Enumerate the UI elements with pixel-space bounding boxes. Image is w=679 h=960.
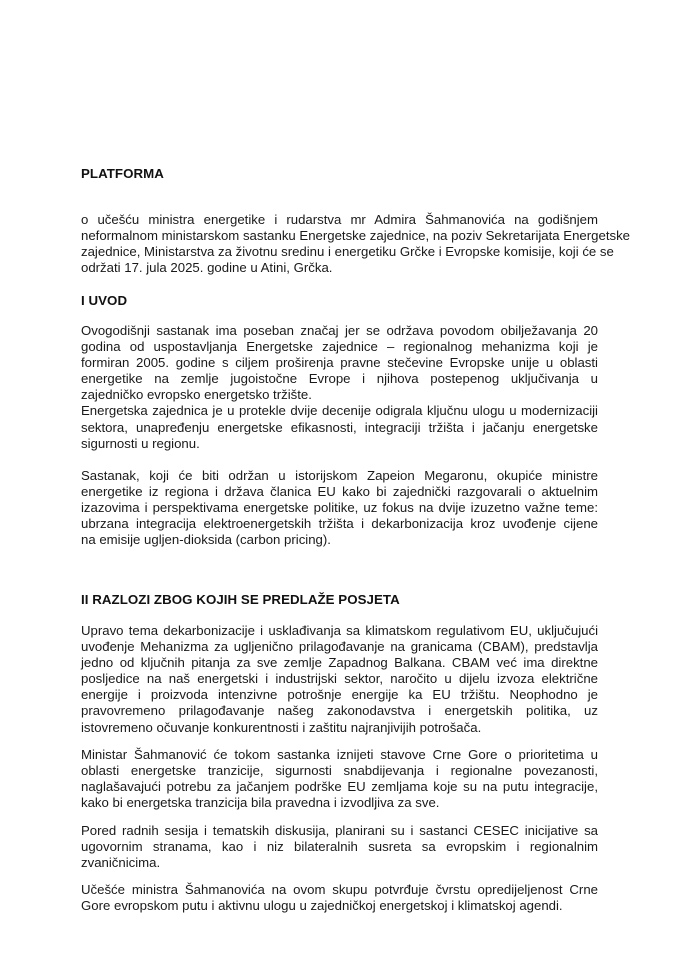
- text-line: zajedničko evropsko energetsko tržište.: [81, 387, 312, 403]
- paragraph: [81, 623, 598, 736]
- section-2-paragraph-1: [81, 623, 598, 736]
- section-2-heading-block: [81, 592, 598, 608]
- text-line: sigurnosti u regionu.: [81, 435, 200, 451]
- text-line: Učešće ministra Šahmanovića na ovom skupu potvrđuje čvrstu opredijeljenost Crne: [81, 882, 598, 897]
- text-line: ugovornim stranama, kao i niz bilateralnih susreta sa evropskim i regionalnim: [81, 839, 598, 855]
- text-line: Ovogodišnji sastanak ima poseban značaj jer se održava povodom obilježavanja 20: [81, 323, 598, 338]
- intro-paragraph: [81, 212, 631, 276]
- text-line: energetike na zemlje jugoistočne Evrope i njihova postepenog uključivanja u: [81, 371, 598, 387]
- text-line: uvođenje Mehanizma za ugljenično prilagođavanje na granicama (CBAM), predstavlja: [81, 639, 598, 655]
- document-title: PLATFORMA: [81, 166, 164, 181]
- text-line: naglašavajući potrebu za jačanjem podrške EU zemljama koje su na putu integracije,: [81, 779, 598, 795]
- document-title-block: [81, 166, 598, 182]
- text-line: istovremeno očuvanje konkurentnosti i zaštitu najranjivijih potrošača.: [81, 719, 482, 735]
- text-line: posljedice na naš energetski i industrijski sektor, naročito u dijelu izvoza električne: [81, 671, 598, 687]
- text-line: o učešću ministra energetike i rudarstva mr Admira Šahmanovića na godišnjem: [81, 212, 598, 227]
- text-line: zajednice, Ministarstva za životnu sredinu i energetiku Grčke i Evropske komisije, koji će se: [81, 244, 614, 260]
- text-line: na emisije ugljen-dioksida (carbon pricing).: [81, 532, 331, 548]
- text-line: Gore evropskom putu i aktivnu ulogu u zajedničkoj energetskoj i klimatskoj agendi.: [81, 898, 563, 914]
- section-1-heading-block: [81, 293, 598, 309]
- text-line: formiran 2005. godine s ciljem proširenja pravne stečevine Evropske unije u oblasti: [81, 355, 598, 371]
- intro-text: [81, 212, 631, 276]
- section-1-paragraph-3: [81, 468, 598, 548]
- text-line: ubrzana integracija elektroenergetskih tržišta i dekarbonizacija kroz uvođenje cijene: [81, 516, 598, 532]
- paragraph: [81, 403, 598, 451]
- text-line: izazovima i perspektivama energetske politike, uz fokus na dvije izuzetno važne teme:: [81, 500, 598, 516]
- text-line: energetike iz regiona i država članica EU kako bi zajednički razgovarali o aktuelnim: [81, 484, 598, 500]
- text-line: jedno od ključnih pitanja za sve zemlje Zapadnog Balkana. CBAM već ima direktne: [81, 655, 598, 671]
- text-line: pravovremeno prilagođavanje našeg zakonodavstva i energetskih politika, uz: [81, 703, 598, 719]
- paragraph: [81, 882, 598, 914]
- text-line: energije i proizvoda intenzivne potrošnje energije ka EU tržištu. Neophodno je: [81, 687, 598, 703]
- text-line: Upravo tema dekarbonizacije i usklađivanja sa klimatskom regulativom EU, uključujući: [81, 623, 598, 638]
- section-1-paragraph-1: [81, 323, 598, 452]
- section-heading-uvod: I UVOD: [81, 293, 128, 308]
- text-line: Pored radnih sesija i tematskih diskusija, planirani su i sastanci CESEC inicijative sa: [81, 823, 598, 838]
- section-2-paragraph-3: [81, 823, 598, 871]
- paragraph: [81, 323, 598, 403]
- text-line: Sastanak, koji će biti održan u istorijskom Zapeion Megaronu, okupiće ministre: [81, 468, 598, 483]
- section-heading-razlozi: II RAZLOZI ZBOG KOJIH SE PREDLAŽE POSJETA: [81, 592, 400, 607]
- text-line: neformalnom ministarskom sastanku Energetske zajednice, na poziv Sekretarijata Energetske: [81, 228, 631, 244]
- paragraph: [81, 747, 598, 811]
- paragraph: [81, 823, 598, 871]
- section-2-paragraph-2: [81, 747, 598, 811]
- paragraph: [81, 468, 598, 548]
- text-line: kako bi energetska tranzicija bila pravedna i izvodljiva za sve.: [81, 795, 440, 811]
- text-line: zvaničnicima.: [81, 855, 161, 871]
- text-line: Ministar Šahmanović će tokom sastanka iznijeti stavove Crne Gore o prioritetima u: [81, 747, 598, 762]
- section-2-paragraph-4: [81, 882, 598, 914]
- text-line: oblasti energetske tranzicije, sigurnosti snabdijevanja i regionalne povezanosti,: [81, 763, 598, 779]
- text-line: Energetska zajednica je u protekle dvije decenije odigrala ključnu ulogu u modernizaciji: [81, 403, 598, 419]
- text-line: održati 17. jula 2025. godine u Atini, Grčka.: [81, 260, 333, 276]
- text-line: sektora, unapređenju energetske efikasnosti, integraciji tržišta i jačanju energetske: [81, 419, 598, 435]
- text-line: godina od uspostavljanja Energetske zajednice – regionalnog mehanizma koji je: [81, 339, 598, 355]
